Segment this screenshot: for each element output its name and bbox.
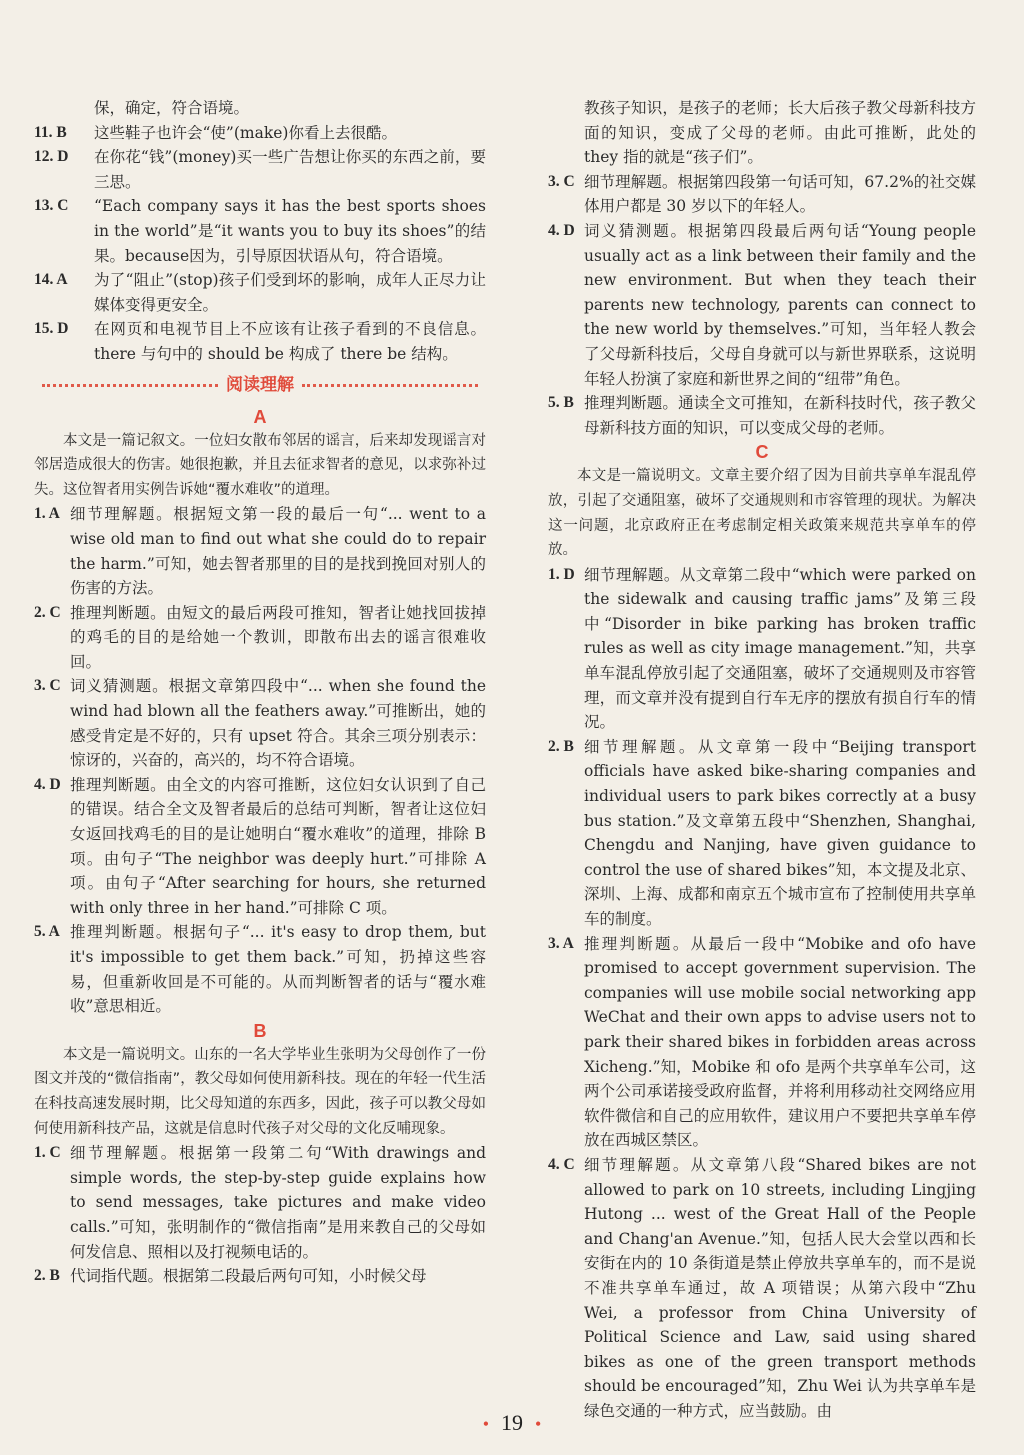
answer-item-13 [34,194,486,268]
answer-number: 5. A [34,923,60,941]
answer-number: 4. C [548,1155,575,1173]
answer-explanation: 在你花“钱”(money)买一些广告想让你买的东西之前，要三思。 [94,148,486,191]
answer-explanation: 为了“阻止”(stop)孩子们受到坏的影响，成年人正尽力让媒体变得更安全。 [94,271,486,314]
page-number: 19 [501,1410,523,1435]
answer-item-c4 [548,1153,976,1424]
continued-text: 保，确定，符合语境。 [94,99,250,117]
answer-number: 1. D [548,565,575,583]
answer-item-a1 [34,502,486,600]
answer-number: 13. C [34,197,69,215]
answer-explanation: “Each company says it has the best sports shoes in the world”是“it wants you to buy its shoes”的结果。because因为，引导原因状语从句，符合语境。 [94,197,486,265]
answer-explanation: 推理判断题。由短文的最后两段可推知，智者让她找回拔掉的鸡毛的目的是给她一个教训，即散布出去的谣言很难收回。 [70,603,486,671]
passage-intro-b: 本文是一篇说明文。山东的一名大学毕业生张明为父母创作了一份图文并茂的“微信指南”，教父母如何使用新科技。现在的年轻一代生活在科技高速发展时期，比父母知道的东西多，因此，孩子可以教父母如何使用新科技产品，这就是信息时代孩子对父母的文化反哺现象。 [34,1046,486,1137]
answer-item-11 [34,121,486,146]
answer-item-12 [34,145,486,194]
answer-explanation: 推理判断题。根据句子“... it's easy to drop them, but it's impossible to get them back.”可知，扔掉这些容易，但重新收回是不可能的。从而判断智者的话与“覆水难收”意思相近。 [70,923,486,1016]
answer-explanation: 词义猜测题。根据文章第四段中“... when she found the wind had blown all the feathers away.”可推断出，她的感受肯定是不好的，只有 upset 符合。其余三项分别表示：惊讶的，兴奋的，高兴的，均不符合语境。 [70,677,486,770]
left-column [34,96,486,1289]
answer-number: 3. A [548,934,574,952]
passage-letter-b: B [253,1020,267,1041]
answer-item-b5 [548,391,976,440]
answer-number: 12. D [34,148,69,166]
answer-number: 11. B [34,123,67,141]
answer-number: 2. B [548,737,574,755]
dotted-divider [302,384,478,387]
answer-number: 4. D [548,221,575,239]
continued-text: 教孩子知识，是孩子的老师；长大后孩子教父母新科技方面的知识，变成了父母的老师。由此可推断，此处的 they 指的就是“孩子们”。 [584,99,976,167]
answer-item-15 [34,317,486,366]
passage-intro-c: 本文是一篇说明文。文章主要介绍了因为目前共享单车混乱停放，引起了交通阻塞，破坏了交通规则和市容管理的现状。为解决这一问题，北京政府正在考虑制定相关政策来规范共享单车的停放。 [548,468,976,559]
answer-explanation: 代词指代题。根据第二段最后两句可知，小时候父母 [70,1267,427,1286]
answer-item-a4 [34,773,486,921]
answer-explanation: 细节理解题。根据第四段第一句话可知，67.2%的社交媒体用户都是 30 岁以下的年轻人。 [584,172,976,216]
answer-explanation: 细节理解题。从文章第八段“Shared bikes are not allowed to park on 10 streets, including Lingjing Hutong ... west of the Great Hall of the People and Chang'an Avenue.”知，包括人民大会堂以西和长安街在内的 10 条街道是禁止停放共享单车的，而不是说不准共享单车通过，故 A 项错误；从第六段中“Zhu Wei, a professor from China University of Political Science and Law, said using shared bikes as one of the green transport methods should be encouraged”知，Zhu Wei 认为共享单车是绿色交通的一种方式，应当鼓励。由 [584,1155,976,1420]
answer-explanation: 细节理解题。从文章第二段中“which were parked on the sidewalk and causing traffic jams”及第三段中“Disorder in bike parking has broken traffic rules as well as city image management.”知，共享单车混乱停放引起了交通阻塞，破坏了交通规则及市容管理，而文章并没有提到自行车无序的摆放有损自行车的情况。 [584,565,976,732]
passage-letter-c: C [755,442,769,463]
answer-number: 15. D [34,320,69,338]
answer-item-c1 [548,563,976,735]
answer-item-c3 [548,932,976,1153]
answer-number: 14. A [34,271,68,289]
answer-explanation: 细节理解题。根据短文第一段的最后一句“... went to a wise old man to find out what she could do to repair the harm.”可知，她去智者那里的目的是找到挽回对别人的伤害的方法。 [70,505,486,598]
answer-explanation: 推理判断题。从最后一段中“Mobike and ofo have promised to accept government supervision. The companies will use mobile social networking app WeChat and their own apps to advise users not to park their shared bikes in forbidden areas across Xicheng.”知，Mobike 和 ofo 是两个共享单车公司，这两个公司承诺接受政府监督，并将利用移动社交网络应用软件微信和自己的应用软件，建议用户不要把共享单车停放在西城区禁区。 [584,934,976,1150]
answer-number: 3. C [548,172,575,190]
answer-item-c2 [548,735,976,932]
page-footer [0,1410,1024,1436]
answer-number: 1. C [34,1144,61,1162]
answer-number: 5. B [548,394,574,412]
answer-item-b4 [548,219,976,391]
dotted-divider [42,384,218,387]
footer-dot-left: • [482,1414,489,1434]
section-title-label: 阅读理解 [226,375,294,396]
answer-item-a3 [34,674,486,772]
passage-intro-a: 本文是一篇记叙文。一位妇女散布邻居的谣言，后来却发现谣言对邻居造成很大的伤害。她很抱歉，并且去征求智者的意见，以求弥补过失。这位智者用实例告诉她“覆水难收”的道理。 [34,432,486,498]
answer-item-b1 [34,1141,486,1264]
passage-letter-a: A [253,406,267,427]
answer-explanation: 推理判断题。由全文的内容可推断，这位妇女认识到了自己的错误。结合全文及智者最后的总结可判断，智者让这位妇女返回找鸡毛的目的是让她明白“覆水难收”的道理，排除 B 项。由句子“The neighbor was deeply hurt.”可排除 A 项。由句子“After searching for hours, she returned with only three in her hand.”可排除 C 项。 [70,775,486,917]
answer-item-a5 [34,920,486,1018]
answer-item-a2 [34,601,486,675]
answer-number: 4. D [34,775,61,793]
answer-explanation: 在网页和电视节目上不应该有让孩子看到的不良信息。there 与句中的 should be 构成了 there be 结构。 [94,320,486,363]
answer-number: 2. B [34,1267,60,1285]
answer-number: 3. C [34,677,61,695]
answer-explanation: 词义猜测题。根据第四段最后两句话“Young people usually act as a link between their family and the new environment. But when they teach their parents new technology, parents can connect to the new world by themselves.”可知，当年轻人教会了父母新科技后，父母自身就可以与新世界联系，这说明年轻人扮演了家庭和新世界之间的“纽带”角色。 [584,221,976,388]
answer-item-b2 [34,1264,486,1289]
section-title [34,369,486,403]
answer-explanation: 细节理解题。从文章第一段中“Beijing transport officials have asked bike-sharing companies and individual users to park bikes correctly at a busy bus station.”及文章第五段中“Shenzhen, Shanghai, Chengdu and Nanjing, have given guidance to control the use of shared bikes”知，本文提及北京、深圳、上海、成都和南京五个城市宣布了控制使用共享单车的制度。 [584,737,976,928]
footer-dot-right: • [535,1414,542,1434]
answer-number: 1. A [34,505,60,523]
answer-number: 2. C [34,603,61,621]
answer-item-b3 [548,170,976,219]
answer-item-14 [34,268,486,317]
answer-explanation: 这些鞋子也许会“使”(make)你看上去很酷。 [94,123,397,142]
answer-explanation: 细节理解题。根据第一段第二句“With drawings and simple words, the step-by-step guide explains how to send messages, take pictures and make video calls.”可知，张明制作的“微信指南”是用来教自己的父母如何发信息、照相以及打视频电话的。 [70,1144,486,1261]
right-column [548,96,976,1423]
answer-explanation: 推理判断题。通读全文可推知，在新科技时代，孩子教父母新科技方面的知识，可以变成父母的老师。 [584,394,976,437]
